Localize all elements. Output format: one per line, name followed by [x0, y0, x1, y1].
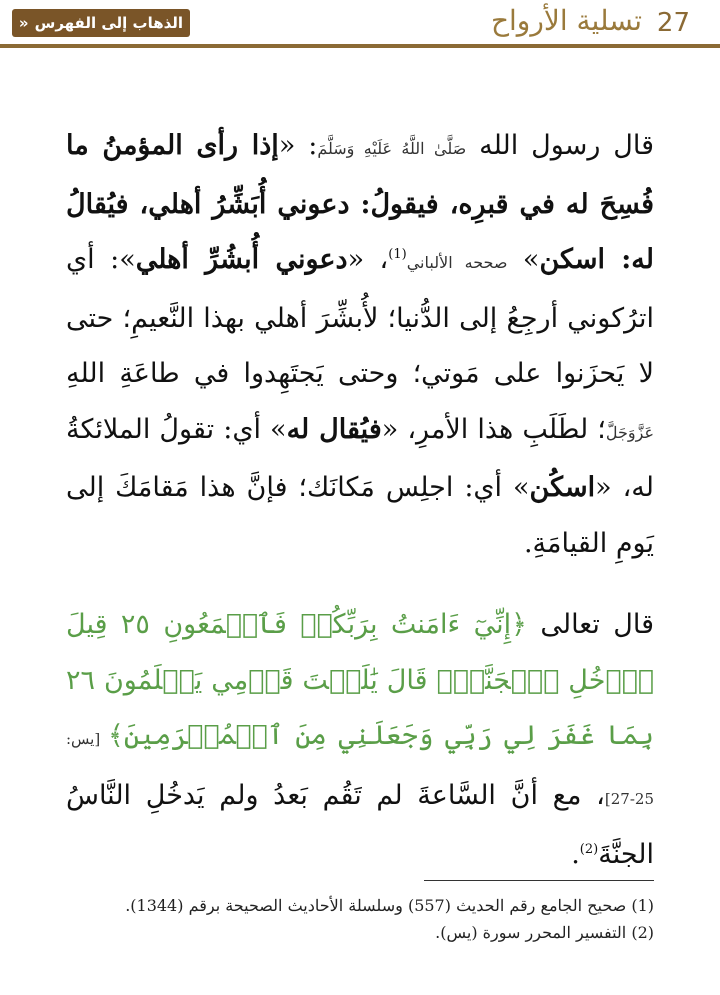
paragraph-hadith [66, 118, 654, 571]
footnotes [66, 892, 654, 946]
text-segment: » أي: تقولُ الملائكةُ له، « [66, 413, 654, 503]
footnote-ref-1[interactable]: (1) [388, 247, 407, 262]
paragraph-quran [66, 597, 654, 883]
footnote-1: (1) صحيح الجامع رقم الحديث (557) وسلسلة الأحاديث الصحيحة برقم (1344). [125, 896, 654, 915]
text-segment: قال تعالى [526, 609, 654, 640]
page-number: 27 [656, 8, 690, 38]
go-to-index-button[interactable] [12, 9, 190, 37]
header-divider [0, 44, 720, 48]
book-title-logo: تسلية الأرواح [490, 4, 642, 37]
text-segment: ؛ لطَلَبِ هذا الأمرِ، « [381, 413, 606, 445]
text-segment: »: أي اترُكوني أرجِعُ إلى الدُّنيا؛ لأُبشِّرَ أهلي بهذا النَّعيمِ؛ حتى لا يَحزَنوا على مَوتي؛ وحتى يَجتَهِدوا في طاعَةِ اللهِ [66, 244, 654, 389]
quoted-phrase: دعوني أُبشُرِّ أهلي [135, 244, 348, 275]
quoted-phrase: فيُقال له [286, 413, 382, 445]
text-segment: ، « [347, 244, 389, 275]
text-segment: قال رسول الله [466, 130, 655, 161]
double-chevron-left-icon: « [18, 14, 29, 32]
text-segment: : « [278, 130, 318, 161]
verse-reference: [يس: 25-27] [66, 730, 654, 808]
quran-verse: ﴿إِنِّيٓ ءَامَنتُ بِرَبِّكُمۡ فَٱسۡمَعُونِ ٢٥ قِيلَ ٱدۡخُلِ ٱلۡجَنَّةَۖ قَالَ يَٰلَيۡتَ قَوۡمِي يَعۡلَمُونَ ٢٦ بِمَا غَفَرَ لِي رَبِّي وَجَعَلَنِي مِنَ ٱلۡمُكۡرَمِينَ﴾ [66, 609, 654, 751]
text-segment: ، مع أنَّ السَّاعةَ لم تَقُم بَعدُ ولم يَدخُلِ النَّاسُ الجنَّةَ [66, 779, 654, 870]
azza-wajal-glyph: عَزَّوَجَلَّ [605, 422, 654, 442]
hadith-grade: صححه الألباني [406, 253, 508, 272]
footnote-divider [424, 880, 654, 881]
header-bar [0, 0, 720, 48]
hadith-text: إذا رأى المؤمنُ ما فُسِحَ له في قبرِه، فيقولُ: دعوني أُبَشِّرُ أهلي، فيُقالُ له: اسكن [66, 130, 654, 275]
quoted-phrase: اسكُن [529, 472, 596, 503]
text-segment: . [571, 839, 580, 870]
footnote-ref-2[interactable]: (2) [579, 842, 599, 857]
page-body [66, 118, 654, 883]
text-segment: » [507, 244, 540, 275]
salawat-glyph: صَلَّىٰ اللَّهُ عَلَيْهِ وَسَلَّمَ [317, 139, 467, 158]
text-segment: » أي: اجلِس مَكانَك؛ فإنَّ هذا مَقامَكَ إلى يَومِ القيامَةِ. [66, 472, 654, 559]
footnote-2: (2) التفسير المحرر سورة (يس). [435, 923, 654, 942]
go-to-index-label: الذهاب إلى الفهرس [34, 14, 184, 32]
